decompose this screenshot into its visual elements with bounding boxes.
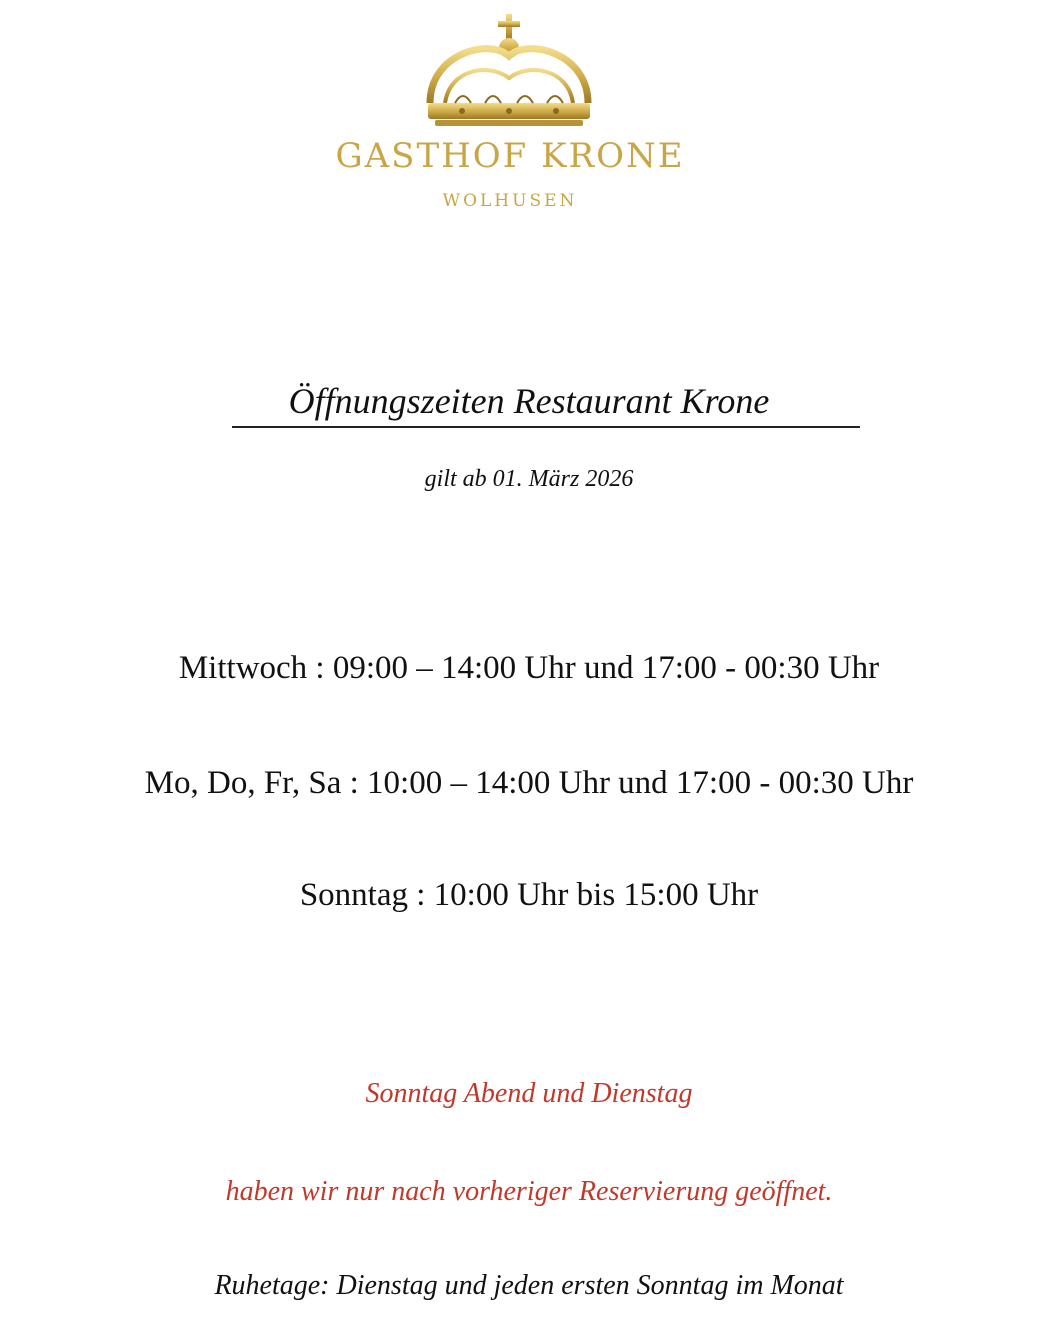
hours-line: Mittwoch : 09:00 – 14:00 Uhr und 17:00 - 00:30 Uhr <box>178 650 880 686</box>
brand-name: GASTHOF KRONE <box>335 136 685 176</box>
logo <box>290 8 730 223</box>
brand-city: WOLHUSEN <box>442 191 578 211</box>
hours-line: Mo, Do, Fr, Sa : 10:00 – 14:00 Uhr und 17:00 - 00:30 Uhr <box>144 765 914 801</box>
reservation-note: Sonntag Abend und Dienstag <box>365 1078 693 1109</box>
rest-days: Ruhetage: Dienstag und jeden ersten Sonntag im Monat <box>214 1270 844 1301</box>
hours-line: Sonntag : 10:00 Uhr bis 15:00 Uhr <box>299 877 759 913</box>
reservation-note: haben wir nur nach vorheriger Reservierung geöffnet. <box>225 1176 833 1207</box>
valid-from: gilt ab 01. März 2026 <box>424 466 634 492</box>
page-title: Öffnungszeiten Restaurant Krone <box>288 381 770 421</box>
crown-icon <box>290 8 730 138</box>
title-underline <box>232 426 860 428</box>
